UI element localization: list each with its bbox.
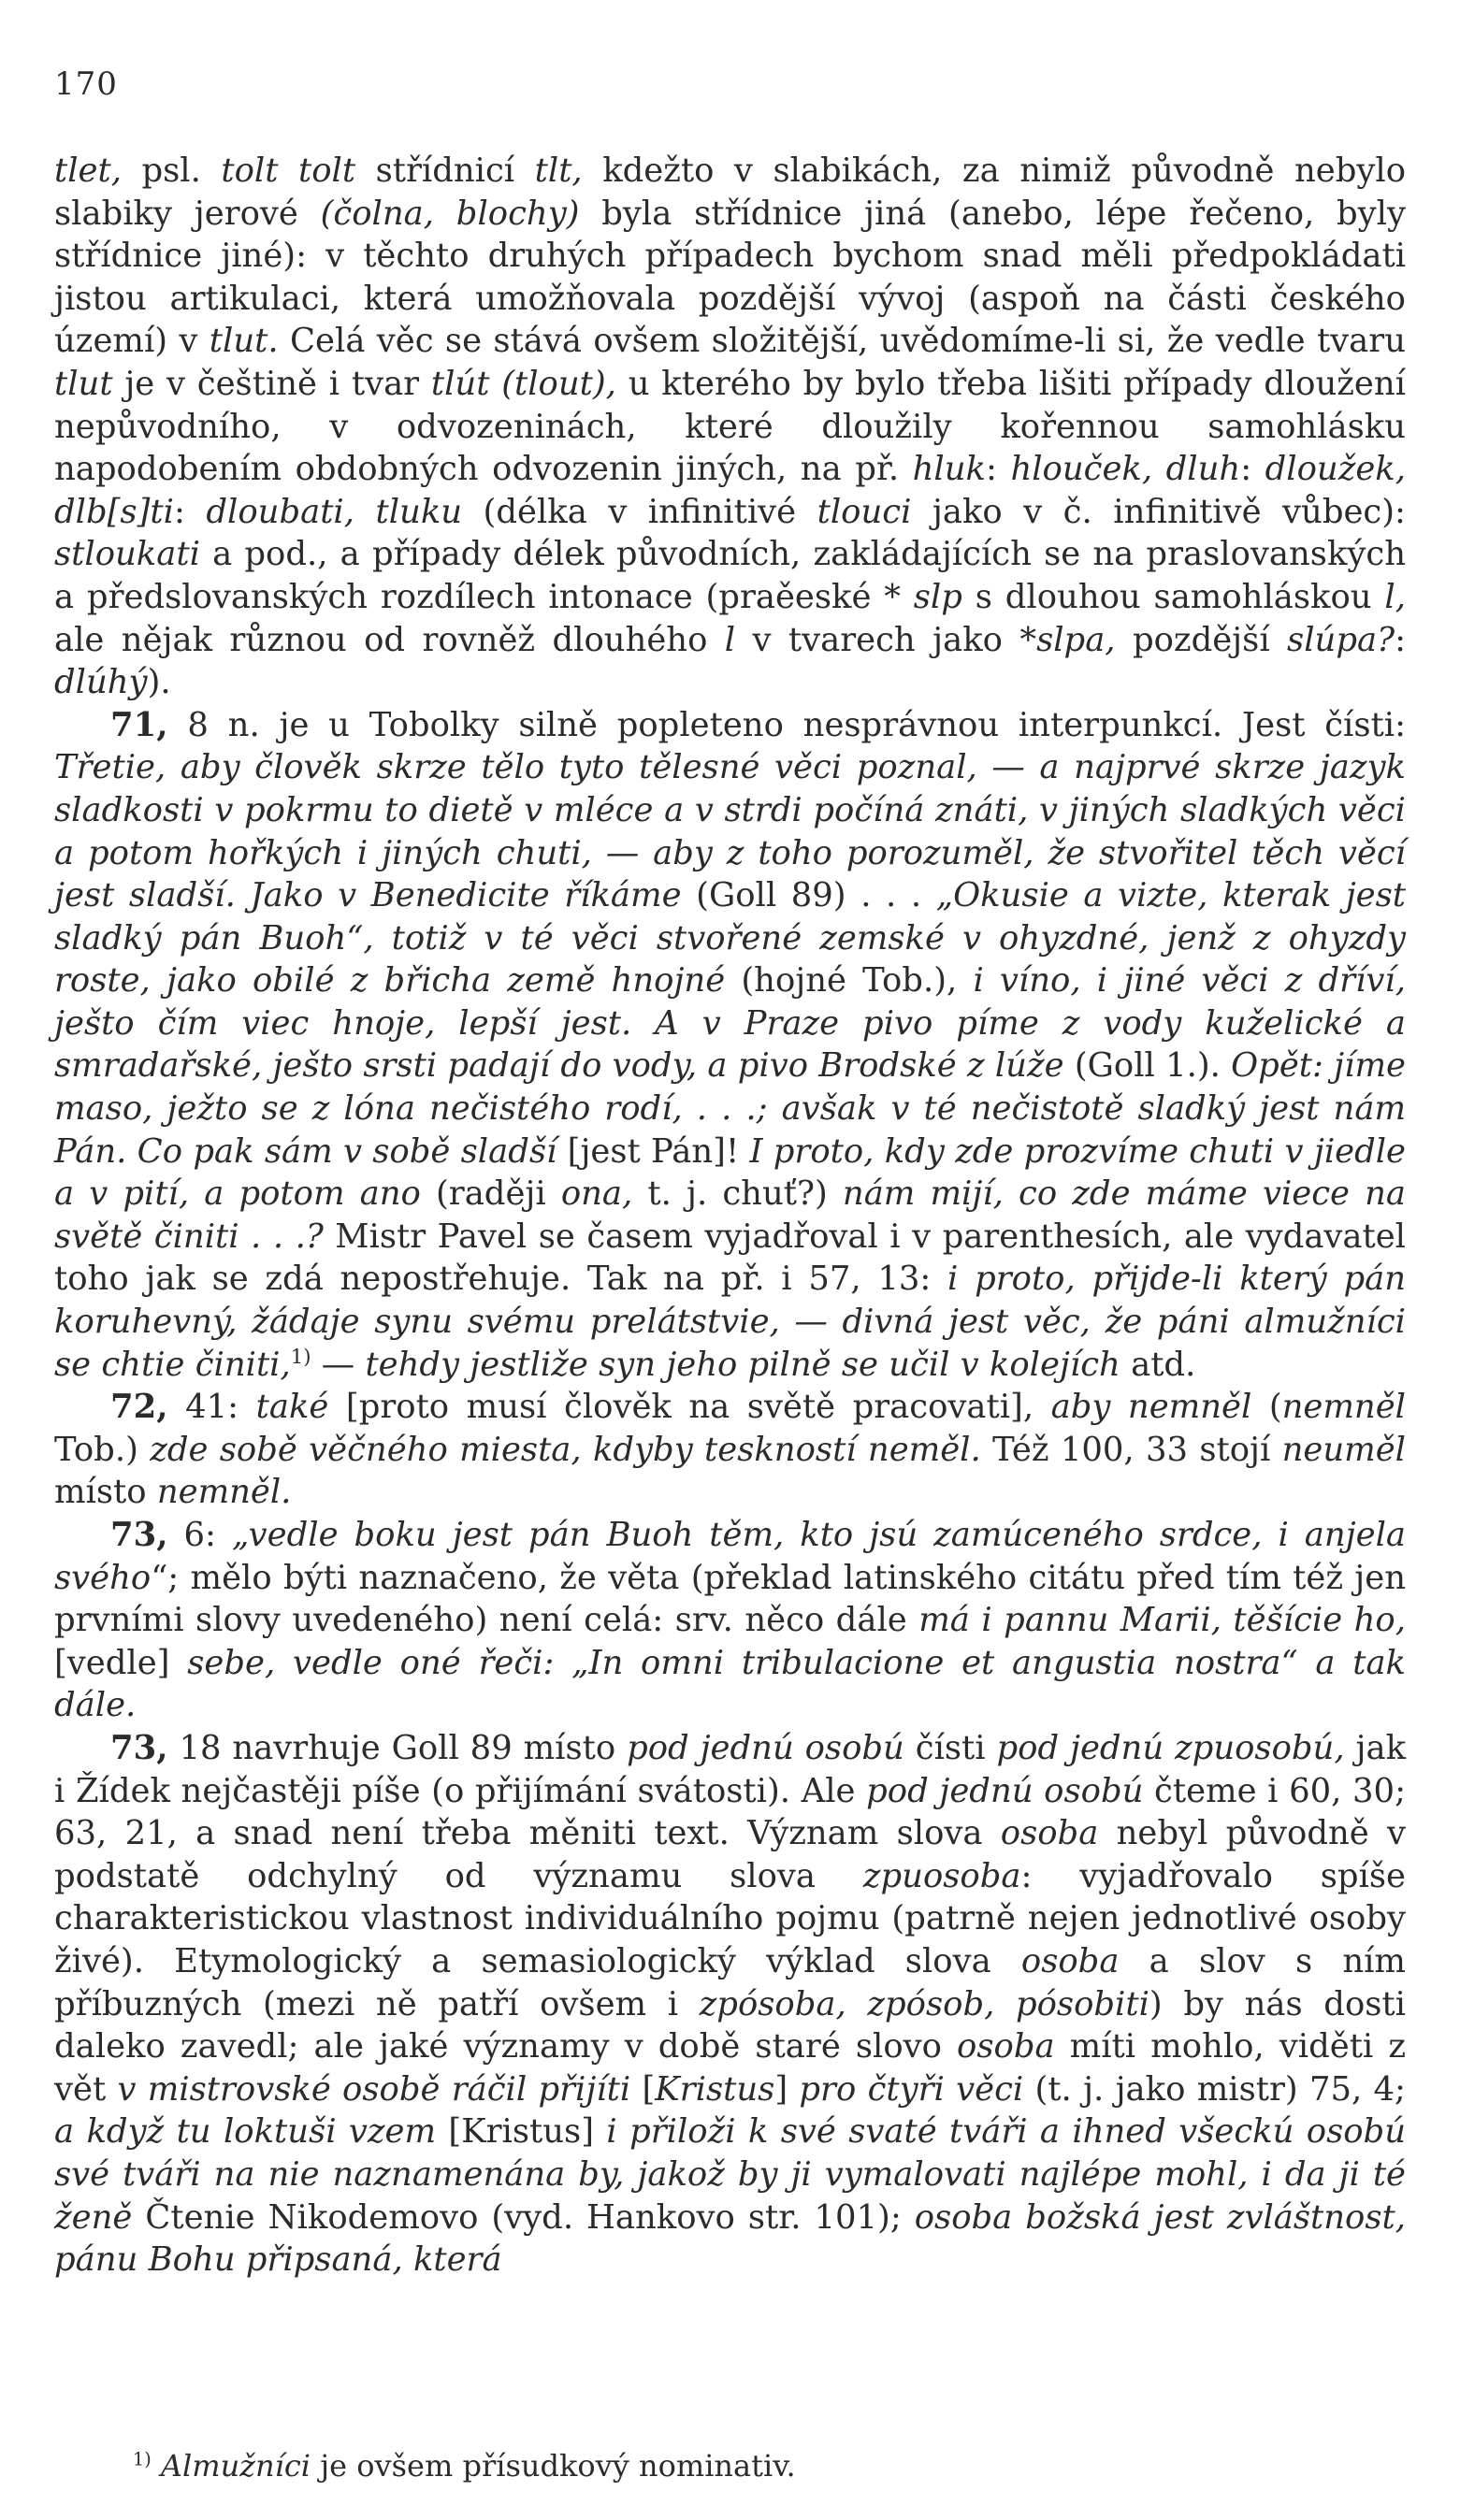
text-run: zpósoba, zpósob, pósobiti — [699, 1984, 1149, 2023]
page-number: 170 — [54, 65, 118, 103]
text-run: nemněl — [1281, 1388, 1406, 1427]
text-run: : — [1395, 620, 1406, 659]
text-run: ) by nás dosti daleko zavedl; ale jaké významy v době staré slovo — [54, 1984, 1406, 2066]
text-run: „Okusie a vizte, kterak jest sladký pán Buoh“, totiž v té věci stvořené zemské v ohyzdné, jenž z ohyzdy roste, jako obilé z břicha země hnojné — [54, 876, 1406, 1001]
text-run: pod jednú osobú — [866, 1771, 1144, 1810]
text-run: byla střídnice jiná (anebo, lépe řečeno, byly střídnice jiné): v těchto druhých případech bychom snad měli předpokládati jistou artikulaci, která umožňovala pozdější vývoj (aspoň na části českého území) v — [54, 194, 1406, 361]
text-run: stloukati — [54, 535, 200, 574]
text-run: sebe, vedle oné řeči: „In omni tribulacione et angustia nostra“ a tak dále. — [54, 1643, 1406, 1725]
page-body — [54, 150, 1406, 2282]
text-run: : — [1240, 450, 1265, 489]
text-run: tolt tolt — [221, 151, 356, 190]
text-run: ona, — [560, 1174, 633, 1214]
text-run: (hojné Tob.), — [725, 961, 974, 1001]
text-run: „vedle boku jest pán Buoh těm, kto jsú zamúceného srdce, i anjela svého — [54, 1516, 1406, 1597]
text-run: [ — [630, 2069, 656, 2109]
text-run: tehdy jestliže syn jeho pilně se učil v kolejích — [365, 1345, 1120, 1384]
text-run: 71, — [110, 705, 168, 744]
text-run: [Kristus] — [436, 2112, 607, 2152]
text-run: * slp — [884, 577, 962, 616]
text-run: ale nějak různou od rovněž dlouhého — [54, 620, 725, 659]
text-run: 8 n. je u Tobolky silně popleteno nesprávnou interpunkcí. Jest čísti: — [167, 705, 1406, 744]
text-run: v mistrovské osobě ráčil přijíti — [117, 2069, 631, 2109]
text-run: aby nemněl — [1050, 1388, 1252, 1427]
text-run: [proto musí člověk na světě pracovati], — [328, 1388, 1051, 1427]
text-run: nám mijí, co zde máme viece na světě činiti . . .? — [54, 1174, 1406, 1256]
text-run: u kterého by bylo třeba lišiti případy dloužení nepůvodního, v odvozeninách, které dloužily kořennou samohlásku napodobením obdobných odvozenin jiných, na př. — [54, 364, 1406, 489]
text-run: v tvarech jako — [735, 620, 1020, 659]
text-run: neuměl — [1281, 1430, 1406, 1469]
text-run: jako v č. infinitivě vůbec): — [911, 492, 1406, 531]
paragraph-continuation — [54, 150, 1406, 704]
paragraph-note-72-41 — [54, 1386, 1406, 1514]
text-run: l, — [1384, 577, 1406, 616]
text-run: : vyjadřovalo spíše charakteristickou vlastnost individuálního pojmu (patrně nejen jednotlivé osoby živé). Etymologický a semasiologický výklad slova — [54, 1856, 1406, 1980]
text-run: Též 100, 33 stojí — [980, 1430, 1282, 1469]
text-run: hlouček, dluh — [1010, 450, 1241, 489]
text-run: (délka v infinitivé — [462, 492, 817, 531]
text-run: Celá věc se stává ovšem složitější, uvědomíme-li si, že vedle tvaru — [278, 322, 1406, 361]
text-run: pod jednú osobú — [627, 1728, 904, 1767]
text-run: i přiloži k své svaté tváři a ihned všeckú osobú své tváři na nie naznamenána by, jakož by ji vymalovati najlépe mohl, i da ji té ženě — [54, 2112, 1406, 2237]
text-run: : — [986, 450, 1011, 489]
text-run: také — [255, 1388, 329, 1427]
text-run: Opět: jíme maso, ježto se z lóna nečistého rodí, . . .; avšak v té nečistotě sladký jest nám Pán. Co pak sám v sobě sladší — [54, 1046, 1406, 1171]
footnote-marker: 1) — [133, 2448, 152, 2470]
text-run: (čolna, blochy) — [320, 194, 580, 233]
text-run: *slpa, — [1019, 620, 1116, 659]
footnote-term: Almužníci — [160, 2448, 311, 2484]
paragraph-note-73-18 — [54, 1727, 1406, 2282]
text-run: i proto, přijde-li který pán koruhevný, žádaje synu svému prelátstvie, — divná jest věc, že páni almužníci se chtie činiti, — [54, 1260, 1407, 1384]
text-run: : — [173, 492, 207, 531]
text-run: osoba božská jest zvláštnost, pánu Bohu připsaná, která — [54, 2197, 1406, 2280]
text-run: [vedle] — [54, 1643, 188, 1682]
text-run: hluk — [912, 450, 986, 489]
text-run: slúpa? — [1287, 620, 1395, 659]
text-run: 41: — [167, 1388, 256, 1427]
text-run: 73, — [110, 1728, 168, 1767]
text-run: tlut. — [209, 322, 279, 361]
text-run: tlt, — [534, 151, 583, 190]
text-run: Kristus — [655, 2069, 775, 2109]
text-run: Čtenie Nikodemovo (vyd. Hankovo str. 101); — [132, 2197, 915, 2237]
text-run: dloubati, tluku — [206, 492, 463, 531]
text-run: ( — [1251, 1388, 1282, 1427]
text-run: psl. — [121, 151, 222, 190]
text-run: [jest Pán]! — [557, 1131, 750, 1171]
text-run: a pod., a případy délek původních, zakládajících se na praslovanských a předslovanských rozdílech intonace (praěeské — [54, 535, 1406, 616]
text-run: kdežto v slabikách, za nimiž původně nebylo slabiky jerové — [54, 151, 1407, 233]
text-run: ). — [147, 663, 171, 702]
text-run: nebyl původně v podstatě odchylný od významu slova — [54, 1814, 1407, 1895]
text-run: dlúhý — [54, 663, 148, 702]
text-run: 18 navrhuje Goll 89 místo — [167, 1728, 628, 1767]
text-run: tlút (tlout), — [430, 364, 616, 403]
text-run: (Goll 89) . . . — [681, 876, 936, 915]
paragraph-note-73-6 — [54, 1514, 1406, 1727]
text-run: pod jednú zpuosobú, — [996, 1728, 1345, 1767]
footnote-text: je ovšem přísudkový nominativ. — [311, 2448, 796, 2484]
text-run: l — [724, 620, 736, 659]
text-run: t. j. chuť?) — [632, 1174, 843, 1214]
text-run: tlut — [54, 364, 113, 403]
text-run: čísti — [903, 1728, 997, 1767]
text-run: s dlouhou samohláskou — [961, 577, 1385, 616]
text-run: osoba — [1020, 1941, 1120, 1980]
text-run: ] — [774, 2069, 800, 2109]
text-run: “; mělo býti naznačeno, že věta (překlad latinského citátu před tím též jen prvními slovy uvedeného) není celá: srv. něco dále — [54, 1558, 1406, 1640]
text-run: Mistr Pavel se časem vyjadřoval i v parenthesích, ale vydavatel toho jak se zdá nepostřehuje. Tak na př. i 57, 13: — [54, 1217, 1407, 1299]
text-run: pro čtyři věci — [799, 2069, 1024, 2109]
text-run: Tob.) — [54, 1430, 151, 1469]
text-run: I proto, kdy zde prozvíme chuti v jiedle a v pití, a potom ano — [54, 1131, 1406, 1214]
text-run: pozdější — [1115, 620, 1288, 659]
text-run: atd. — [1120, 1345, 1196, 1384]
text-run: čteme i 60, 30; 63, 21, a snad není třeba měniti text. Význam slova — [54, 1771, 1406, 1853]
text-run: zde sobě věčného miesta, kdyby teskností neměl. — [150, 1430, 981, 1469]
text-run: i víno, i jiné věci z dříví, ješto čím viec hnoje, lepší jest. A v Praze pivo píme z vody kuželické a smradařské, ješto srsti padají do vody, a pivo Brodské z lúže — [54, 961, 1406, 1086]
text-run: a když tu loktuši vzem — [54, 2112, 437, 2152]
text-run: osoba — [957, 2027, 1055, 2066]
text-run: 72, — [110, 1388, 168, 1427]
text-run: dloužek, dlb[s]ti — [54, 450, 1406, 531]
text-run: — — [311, 1345, 366, 1384]
text-run: jak i Žídek nejčastěji píše (o přijímání svátosti). Ale — [54, 1728, 1407, 1810]
text-run: 73, — [110, 1516, 168, 1554]
text-run: tlet, — [54, 151, 122, 190]
text-run: zpuosoba — [862, 1856, 1021, 1895]
text-run: Třetie, aby člověk skrze tělo tyto tělesné věci poznal, — a najprvé skrze jazyk sladkosti v pokrmu to dietě v mléce a v strdi počíná znáti, v jiných sladkých věci a potom hořkých i jiných chuti, — aby z toho porozuměl, že stvořitel těch věcí jest sladší. Jako v Benedicite říkáme — [54, 748, 1406, 915]
text-run: má i pannu Marii, těšície ho, — [918, 1601, 1406, 1640]
text-run: (raději — [420, 1174, 561, 1214]
paragraph-note-71-8 — [54, 704, 1406, 1387]
text-run: tlouci — [817, 492, 912, 531]
text-run: míti mohlo, viděti z vět — [54, 2027, 1406, 2109]
text-run: střídnicí — [355, 151, 535, 190]
text-run: nemněl. — [156, 1473, 292, 1512]
text-run: osoba — [1000, 1814, 1099, 1853]
text-run: (Goll 1.). — [1063, 1046, 1232, 1086]
footnote-marker: 1) — [290, 1345, 311, 1369]
text-run: místo — [54, 1473, 157, 1512]
text-run: (t. j. jako mistr) 75, 4; — [1023, 2069, 1406, 2109]
footnote — [133, 2448, 796, 2484]
text-run: 6: — [167, 1516, 232, 1554]
text-run: a slov s ním příbuzných (mezi ně patří ovšem i — [54, 1941, 1406, 2023]
text-run: je v češtině i tvar — [112, 364, 431, 403]
